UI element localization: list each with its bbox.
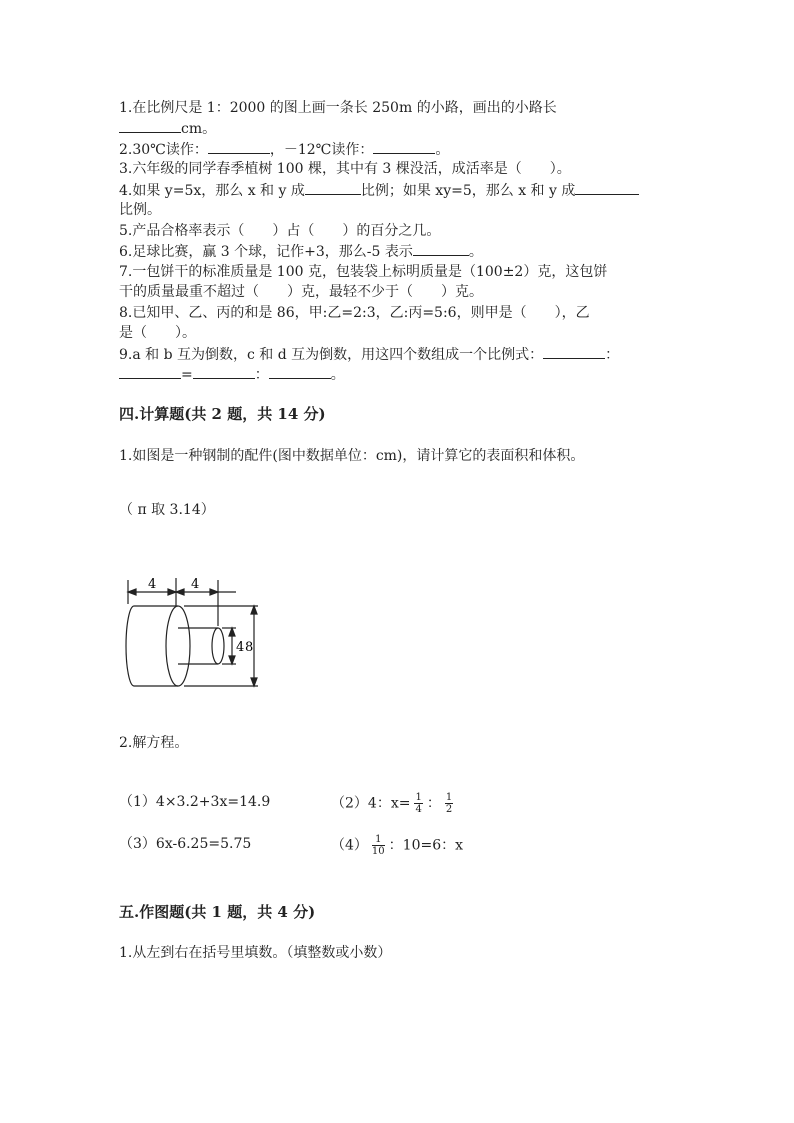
question-text: 1.在比例尺是 1：2000 的图上画一条长 250m 的小路，画出的小路长 — [119, 100, 557, 116]
fraction-numerator: 1 — [445, 792, 453, 803]
calc-question-1-note: （ π 取 3.14） — [119, 502, 215, 518]
fraction — [414, 792, 422, 815]
section-heading-drawing: 五.作图题(共 1 题，共 4 分) — [119, 903, 316, 921]
steel-part-figure — [124, 572, 274, 694]
answer-blank[interactable] — [208, 139, 270, 154]
equation-1: （1）4×3.2+3x=14.9 — [119, 794, 271, 810]
fraction-numerator: 1 — [372, 834, 385, 846]
question-7-line-1 — [119, 262, 607, 282]
question-text: 3.六年级的同学春季植树 100 棵，其中有 3 棵没活，成活率是（ ）。 — [119, 161, 571, 177]
question-3 — [119, 159, 571, 179]
question-text: 5.产品合格率表示（ ）占（ ）的百分之几。 — [119, 223, 441, 239]
answer-blank[interactable] — [413, 241, 469, 256]
dim-left-width: 4 — [148, 577, 157, 592]
question-text: 。 — [330, 367, 345, 383]
question-5 — [119, 221, 440, 241]
question-text: 4.如果 y=5x，那么 x 和 y 成 — [119, 183, 305, 199]
question-text: 。 — [435, 142, 450, 158]
question-text: 6.足球比赛，赢 3 个球，记作+3，那么-5 表示 — [119, 244, 413, 260]
fraction — [372, 834, 385, 857]
answer-blank[interactable] — [119, 118, 181, 133]
question-text: = — [181, 367, 193, 383]
question-text: 。 — [468, 244, 483, 260]
equation-3: （3）6x-6.25=5.75 — [119, 836, 252, 852]
equation-text: ：10=6：x — [388, 837, 464, 854]
equation-text: ： — [426, 795, 441, 812]
equation-4 — [331, 834, 463, 857]
question-text: 7.一包饼干的标准质量是 100 克，包装袋上标明质量是（100±2）克，这包饼 — [119, 264, 608, 280]
question-text: 比例。 — [119, 202, 161, 218]
calc-question-2: 2.解方程。 — [119, 735, 189, 751]
question-text: ： — [605, 347, 620, 363]
fraction — [445, 792, 453, 815]
dim-outer-diameter: 8 — [245, 640, 254, 655]
question-text: ，－12℃读作： — [269, 142, 374, 158]
question-text: 比例；如果 xy=5，那么 x 和 y 成 — [360, 183, 576, 199]
question-1-line-2 — [119, 118, 216, 139]
calc-question-1: 1.如图是一种钢制的配件(图中数据单位：cm)，请计算它的表面积和体积。 — [119, 448, 585, 464]
question-6 — [119, 241, 483, 262]
question-text: ： — [254, 367, 269, 383]
question-4-line-2 — [119, 200, 161, 220]
equation-text: （4） — [331, 837, 368, 854]
question-1-line-1 — [119, 98, 557, 118]
question-text: 干的质量最重不超过（ ）克，最轻不少于（ ）克。 — [119, 284, 483, 300]
fraction-denominator: 4 — [415, 804, 422, 815]
answer-blank[interactable] — [193, 364, 255, 379]
dim-inner-diameter: 4 — [236, 640, 245, 655]
question-text: 9.a 和 b 互为倒数，c 和 d 互为倒数，用这四个数组成一个比例式： — [119, 347, 544, 363]
fraction-denominator: 2 — [445, 804, 453, 815]
question-2 — [119, 139, 449, 160]
question-4-line-1 — [119, 180, 639, 201]
fraction-denominator: 10 — [371, 846, 385, 857]
fraction-numerator: 1 — [415, 792, 422, 803]
question-text: cm。 — [181, 121, 217, 137]
dim-right-width: 4 — [191, 577, 200, 592]
question-8-line-2 — [119, 323, 196, 343]
question-7-line-2 — [119, 282, 483, 302]
question-text: 8.已知甲、乙、丙的和是 86，甲:乙=2:3，乙:丙=5:6，则甲是（ ），乙 — [119, 305, 590, 321]
question-9-line-1 — [119, 344, 619, 365]
question-text: 2.30℃读作： — [119, 142, 208, 158]
answer-blank[interactable] — [373, 139, 435, 154]
question-9-line-2 — [119, 364, 345, 385]
question-text: 是（ ）。 — [119, 325, 196, 341]
answer-blank[interactable] — [305, 180, 361, 195]
drawing-question-1: 1.从左到右在括号里填数。（填整数或小数） — [119, 945, 392, 961]
section-heading-calculation: 四.计算题(共 2 题，共 14 分) — [119, 405, 326, 423]
answer-blank[interactable] — [269, 364, 331, 379]
answer-blank[interactable] — [119, 364, 181, 379]
equation-text: （2）4：x= — [331, 795, 411, 812]
question-8-line-1 — [119, 303, 590, 323]
answer-blank[interactable] — [543, 344, 605, 359]
equation-2 — [331, 792, 457, 815]
answer-blank[interactable] — [575, 180, 639, 195]
